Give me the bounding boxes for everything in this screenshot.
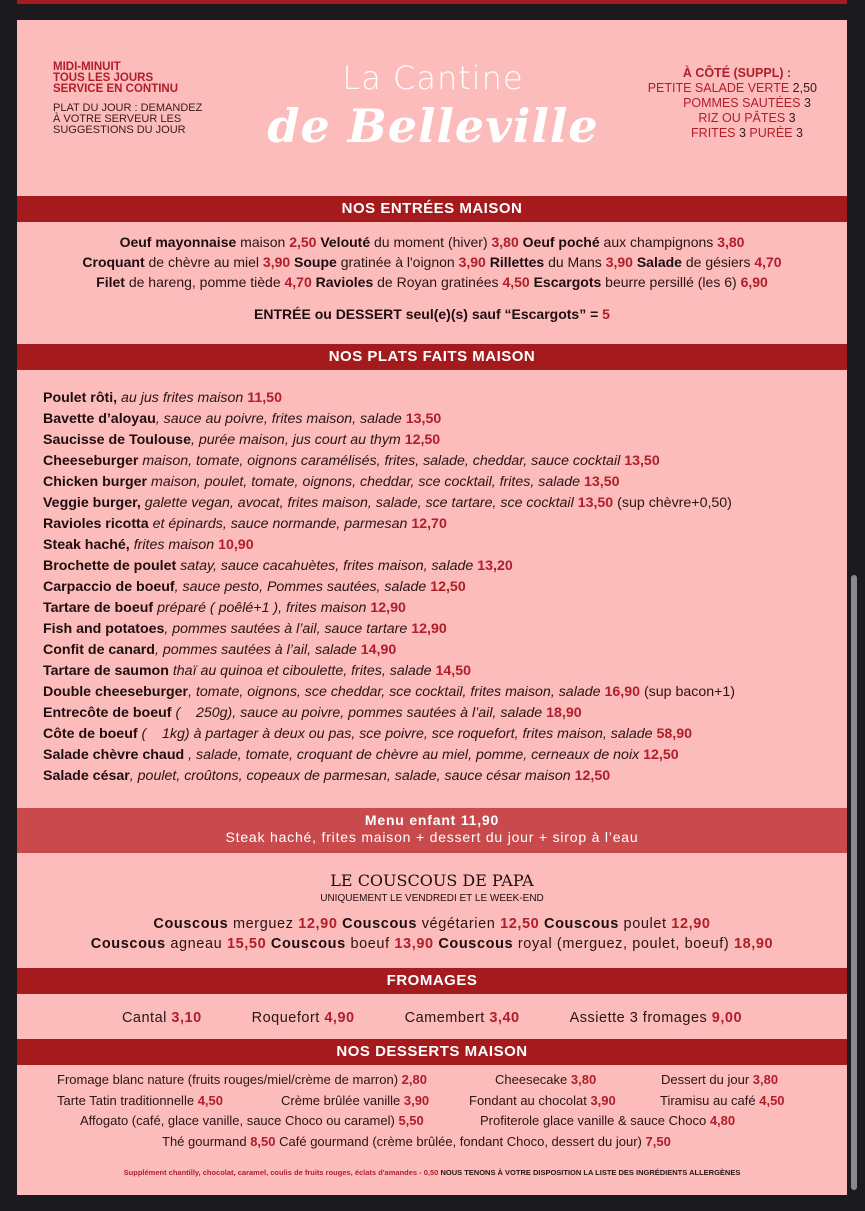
hours-line: TOUS LES JOURS [53,72,154,84]
menu-item: Double cheeseburger, tomate, oignons, sce cheddar, sce cocktail, frites maison, salade 16,90 (sup bacon+1) [43,684,736,700]
side-item: POMMES SAUTÉES 3 [683,96,811,110]
couscous-section [17,870,847,954]
section-header-fromages: FROMAGES [17,968,847,994]
menu-item: Salade chèvre chaud , salade, tomate, croquant de chèvre au miel, pomme, cerneaux de noix 12,50 [43,747,679,763]
entrees-list [17,232,847,324]
desserts-row [17,1113,847,1134]
entrees-line: Croquant de chèvre au miel 3,90 Soupe gratinée à l'oignon 3,90 Rillettes du Mans 3,90 Salade de gésiers 4,70 [82,254,782,270]
plat-du-jour-line: À VOTRE SERVEUR LES [53,113,182,125]
plat-du-jour-line: SUGGESTIONS DU JOUR [53,124,186,136]
entrees-line: Oeuf mayonnaise maison 2,50 Velouté du moment (hiver) 3,80 Oeuf poché aux champignons 3,80 [119,234,745,250]
menu-item: Saucisse de Toulouse, purée maison, jus court au thym 12,50 [43,432,441,448]
desserts-row [17,1072,847,1093]
desserts-list [17,1072,847,1154]
dessert-item: Tarte Tatin traditionnelle 4,50 [57,1092,224,1108]
dessert-item: Affogato (café, glace vanille, sauce Choco ou caramel) 5,50 [80,1113,424,1128]
menu-item: Ravioles ricotta et épinards, sauce normande, parmesan 12,70 [43,516,447,532]
dessert-item: Profiterole glace vanille & sauce Choco 4,80 [480,1113,736,1128]
menu-item: Poulet rôti, au jus frites maison 11,50 [43,390,282,406]
menu-item: Entrecôte de boeuf ( 250g), sauce au poivre, pommes sautées à l’ail, salade 18,90 [43,705,582,721]
menu-item: Tartare de saumon thaï au quinoa et ciboulette, frites, salade 14,50 [43,663,472,679]
desserts-row [17,1134,847,1155]
couscous-subtitle: UNIQUEMENT LE VENDREDI ET LE WEEK-END [320,893,544,904]
menu-enfant-desc: Steak haché, frites maison + dessert du jour + sirop à l’eau [225,829,639,845]
fromage-item: Cantal 3,10 [121,1010,202,1026]
side-item: PETITE SALADE VERTE 2,50 [647,81,817,95]
header-hours [53,62,253,136]
menu-item: Brochette de poulet satay, sauce cacahuètes, frites maison, salade 13,20 [43,558,513,574]
plats-list [43,388,735,787]
couscous-title: LE COUSCOUS DE PAPA [330,871,534,890]
menu-item: Steak haché, frites maison 10,90 [43,537,254,553]
dessert-item: Fondant au chocolat 3,90 [469,1092,616,1108]
side-item: FRITES 3 PURÉE 3 [691,126,803,140]
restaurant-logo [257,58,609,154]
menu-item: Fish and potatoes, pommes sautées à l’ail, sauce tartare 12,90 [43,621,447,637]
menu-enfant-title: Menu enfant 11,90 [364,812,500,828]
section-header-entrees: NOS ENTRÉES MAISON [17,196,847,222]
section-header-plats: NOS PLATS FAITS MAISON [17,344,847,370]
a-cote-title: À CÔTÉ (SUPPL) : [682,66,792,80]
menu-enfant-banner [17,808,847,853]
dessert-item: Dessert du jour 3,80 [661,1072,779,1087]
menu-item: Côte de boeuf ( 1kg) à partager à deux ou pas, sce poivre, sce roquefort, frites maison, salade 58,90 [43,726,693,742]
menu-card [17,20,847,1195]
plat-du-jour-line: PLAT DU JOUR : DEMANDEZ [53,102,203,114]
menu-item: Bavette d’aloyau, sauce au poivre, frites maison, salade 13,50 [43,411,442,427]
menu-item: Veggie burger, galette vegan, avocat, frites maison, salade, sce tartare, sce cocktail 13,50 (sup chèvre+0,50) [43,495,732,511]
fromage-item: Camembert 3,40 [404,1010,520,1026]
top-strip [17,0,847,4]
fromage-item: Roquefort 4,90 [251,1010,355,1026]
desserts-row [17,1093,847,1114]
supplement-note: Supplément chantilly, chocolat, caramel, coulis de fruits rouges, éclats d'amandes - 0,50 [123,1168,439,1177]
dessert-item: Cheesecake 3,80 [495,1072,597,1087]
couscous-line: Couscous agneau 15,50 Couscous boeuf 13,90 Couscous royal (merguez, poulet, boeuf) 18,90 [90,936,774,952]
menu-item: Carpaccio de boeuf, sauce pesto, Pommes sautées, salade 12,50 [43,579,466,595]
menu-item: Cheeseburger maison, tomate, oignons caramélisés, frites, salade, cheddar, sauce cocktail 13,50 [43,453,660,469]
hours-line: MIDI-MINUIT [53,61,121,73]
fromage-item: Assiette 3 fromages 9,00 [569,1010,743,1026]
fromages-list [17,1010,847,1026]
hours-line: SERVICE EN CONTINU [53,83,179,95]
dessert-item: Crème brûlée vanille 3,90 [281,1092,430,1108]
dessert-item: Tiramisu au café 4,50 [660,1092,785,1108]
dessert-item: Thé gourmand 8,50 Café gourmand (crème brûlée, fondant Choco, dessert du jour) 7,50 [162,1133,671,1149]
menu-item: Chicken burger maison, poulet, tomate, oignons, cheddar, sce cocktail, frites, salade 13,50 [43,474,620,490]
footnote [17,1168,847,1177]
plat-du-jour-note [53,103,253,136]
vertical-scrollbar[interactable] [851,575,857,1190]
entrees-line: Filet de hareng, pomme tiède 4,70 Ravioles de Royan gratinées 4,50 Escargots beurre persillé (les 6) 6,90 [96,274,768,290]
section-header-desserts: NOS DESSERTS MAISON [17,1039,847,1065]
couscous-line: Couscous merguez 12,90 Couscous végétarien 12,50 Couscous poulet 12,90 [153,916,711,932]
logo-line-1: La Cantine [342,59,524,97]
dessert-item: Fromage blanc nature (fruits rouges/miel/crème de marron) 2,80 [57,1072,427,1087]
menu-item: Confit de canard, pommes sautées à l’ail, salade 14,90 [43,642,397,658]
menu-item: Tartare de boeuf préparé ( poêlé+1 ), frites maison 12,90 [43,600,406,616]
allergen-note: NOUS TENONS À VOTRE DISPOSITION LA LISTE DES INGRÉDIENTS ALLERGÈNES [440,1168,741,1177]
menu-item: Salade césar, poulet, croûtons, copeaux de parmesan, salade, sauce césar maison 12,50 [43,768,611,784]
a-cote-sides [597,66,817,141]
side-item: RIZ OU PÂTES 3 [698,111,796,125]
entree-dessert-note: ENTRÉE ou DESSERT seul(e)(s) sauf “Escargots” = 5 [254,306,610,322]
logo-line-2: de Belleville [267,99,599,153]
